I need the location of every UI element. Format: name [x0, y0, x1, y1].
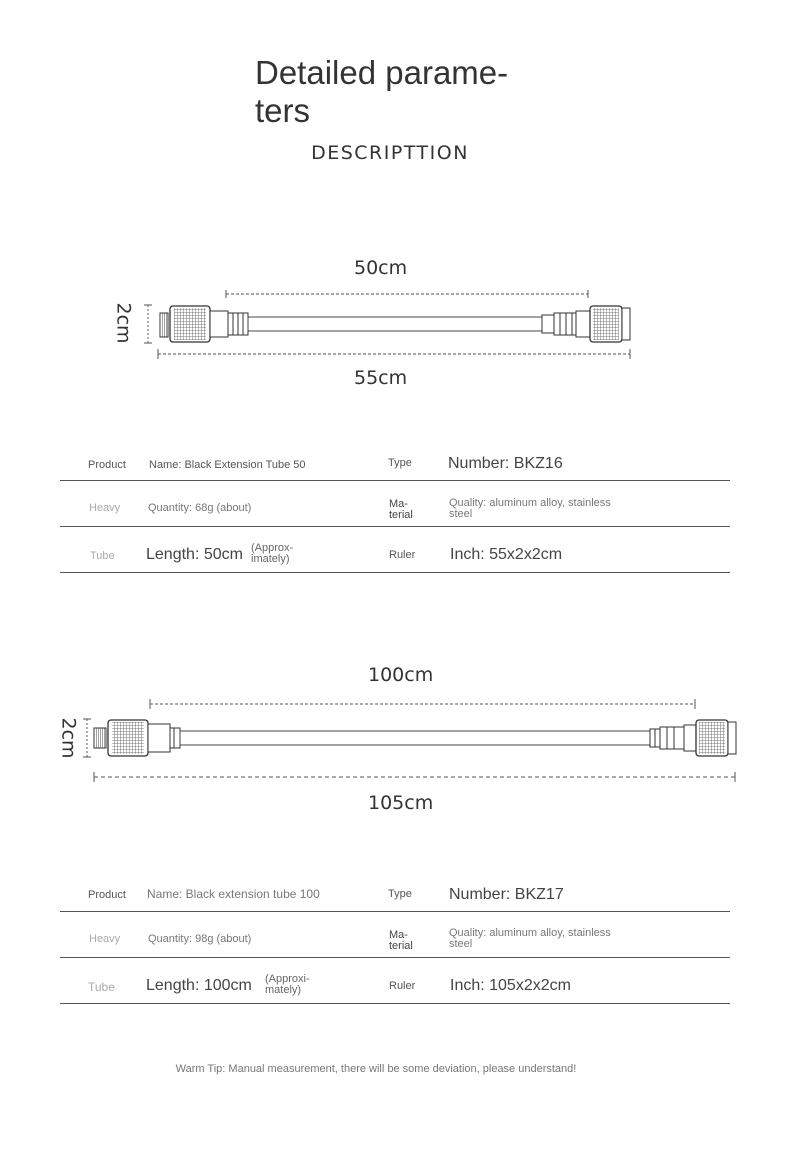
tube1-row2-label1: Heavy: [89, 502, 121, 514]
tube2-row3-label2: Ruler: [389, 980, 416, 992]
tube1-row2-value2: Quality: aluminum alloy, stainless steel: [449, 497, 611, 520]
tube1-row2-value1: Quantity: 68g (about): [148, 502, 252, 514]
warm-tip: Warm Tip: Manual measurement, there will be some deviation, please understand!: [175, 1063, 577, 1075]
tube2-row3-label1: Tube: [88, 980, 115, 994]
tube1-row2-label2: Ma- terial: [389, 498, 413, 521]
tube2-row2-label2: Ma- terial: [389, 929, 413, 952]
tube1-row3-value1: Length: 50cm: [146, 546, 243, 563]
tube1-row3-label1: Tube: [90, 550, 115, 562]
tube1-row1-value1: Name: Black Extension Tube 50: [149, 459, 306, 471]
tube1-row1-value2: Number: BKZ16: [448, 455, 563, 472]
tube2-side-dimension: 2cm: [57, 717, 80, 759]
tube2-row2-value2: Quality: aluminum alloy, stainless steel: [449, 927, 611, 950]
tube1-drawing: [0, 285, 790, 365]
tube1-row1-label2: Type: [388, 457, 412, 469]
tube2-row3-value2: Inch: 105x2x2cm: [450, 977, 571, 994]
page-subtitle: DESCRIPTTION: [311, 142, 469, 164]
tube2-row1-value2: Number: BKZ17: [449, 886, 564, 903]
tube1-top-dimension: 50cm: [354, 257, 408, 279]
tube2-left-connector: [94, 720, 180, 756]
tube2-right-connector: [650, 720, 736, 756]
tube1-left-connector: [160, 306, 248, 342]
tube2-body: [180, 731, 650, 745]
tube2-row1-divider: [60, 911, 730, 912]
tube2-row3-value1: Length: 100cm: [146, 977, 252, 994]
tube2-row1-label2: Type: [388, 888, 412, 900]
tube1-row3-note: (Approx- imately): [251, 542, 294, 565]
tube2-row3-divider: [60, 1003, 730, 1004]
tube2-row1-value1: Name: Black extension tube 100: [147, 887, 320, 901]
tube1-row3-divider: [60, 572, 730, 573]
tube1-body: [248, 317, 542, 331]
tube2-bottom-dimension: 105cm: [368, 792, 434, 814]
tube1-row1-divider: [60, 480, 730, 481]
tube1-side-dimension: 2cm: [112, 302, 135, 344]
tube1-row3-label2: Ruler: [389, 549, 416, 561]
tube1-row1-label1: Product: [88, 459, 126, 471]
tube2-row2-label1: Heavy: [89, 933, 121, 945]
tube1-right-connector: [542, 306, 630, 342]
tube2-drawing: [0, 695, 790, 785]
page-title: Detailed parame- ters: [255, 54, 509, 129]
tube1-row3-value2: Inch: 55x2x2cm: [450, 546, 563, 563]
tube2-row1-label1: Product: [88, 889, 126, 901]
tube2-row3-note: (Approxi- mately): [265, 973, 310, 996]
tube2-top-dimension: 100cm: [368, 664, 434, 686]
tube2-row2-divider: [60, 957, 730, 958]
tube1-bottom-dimension: 55cm: [354, 367, 408, 389]
tube1-row2-divider: [60, 526, 730, 527]
tube2-row2-value1: Quantity: 98g (about): [148, 933, 252, 945]
